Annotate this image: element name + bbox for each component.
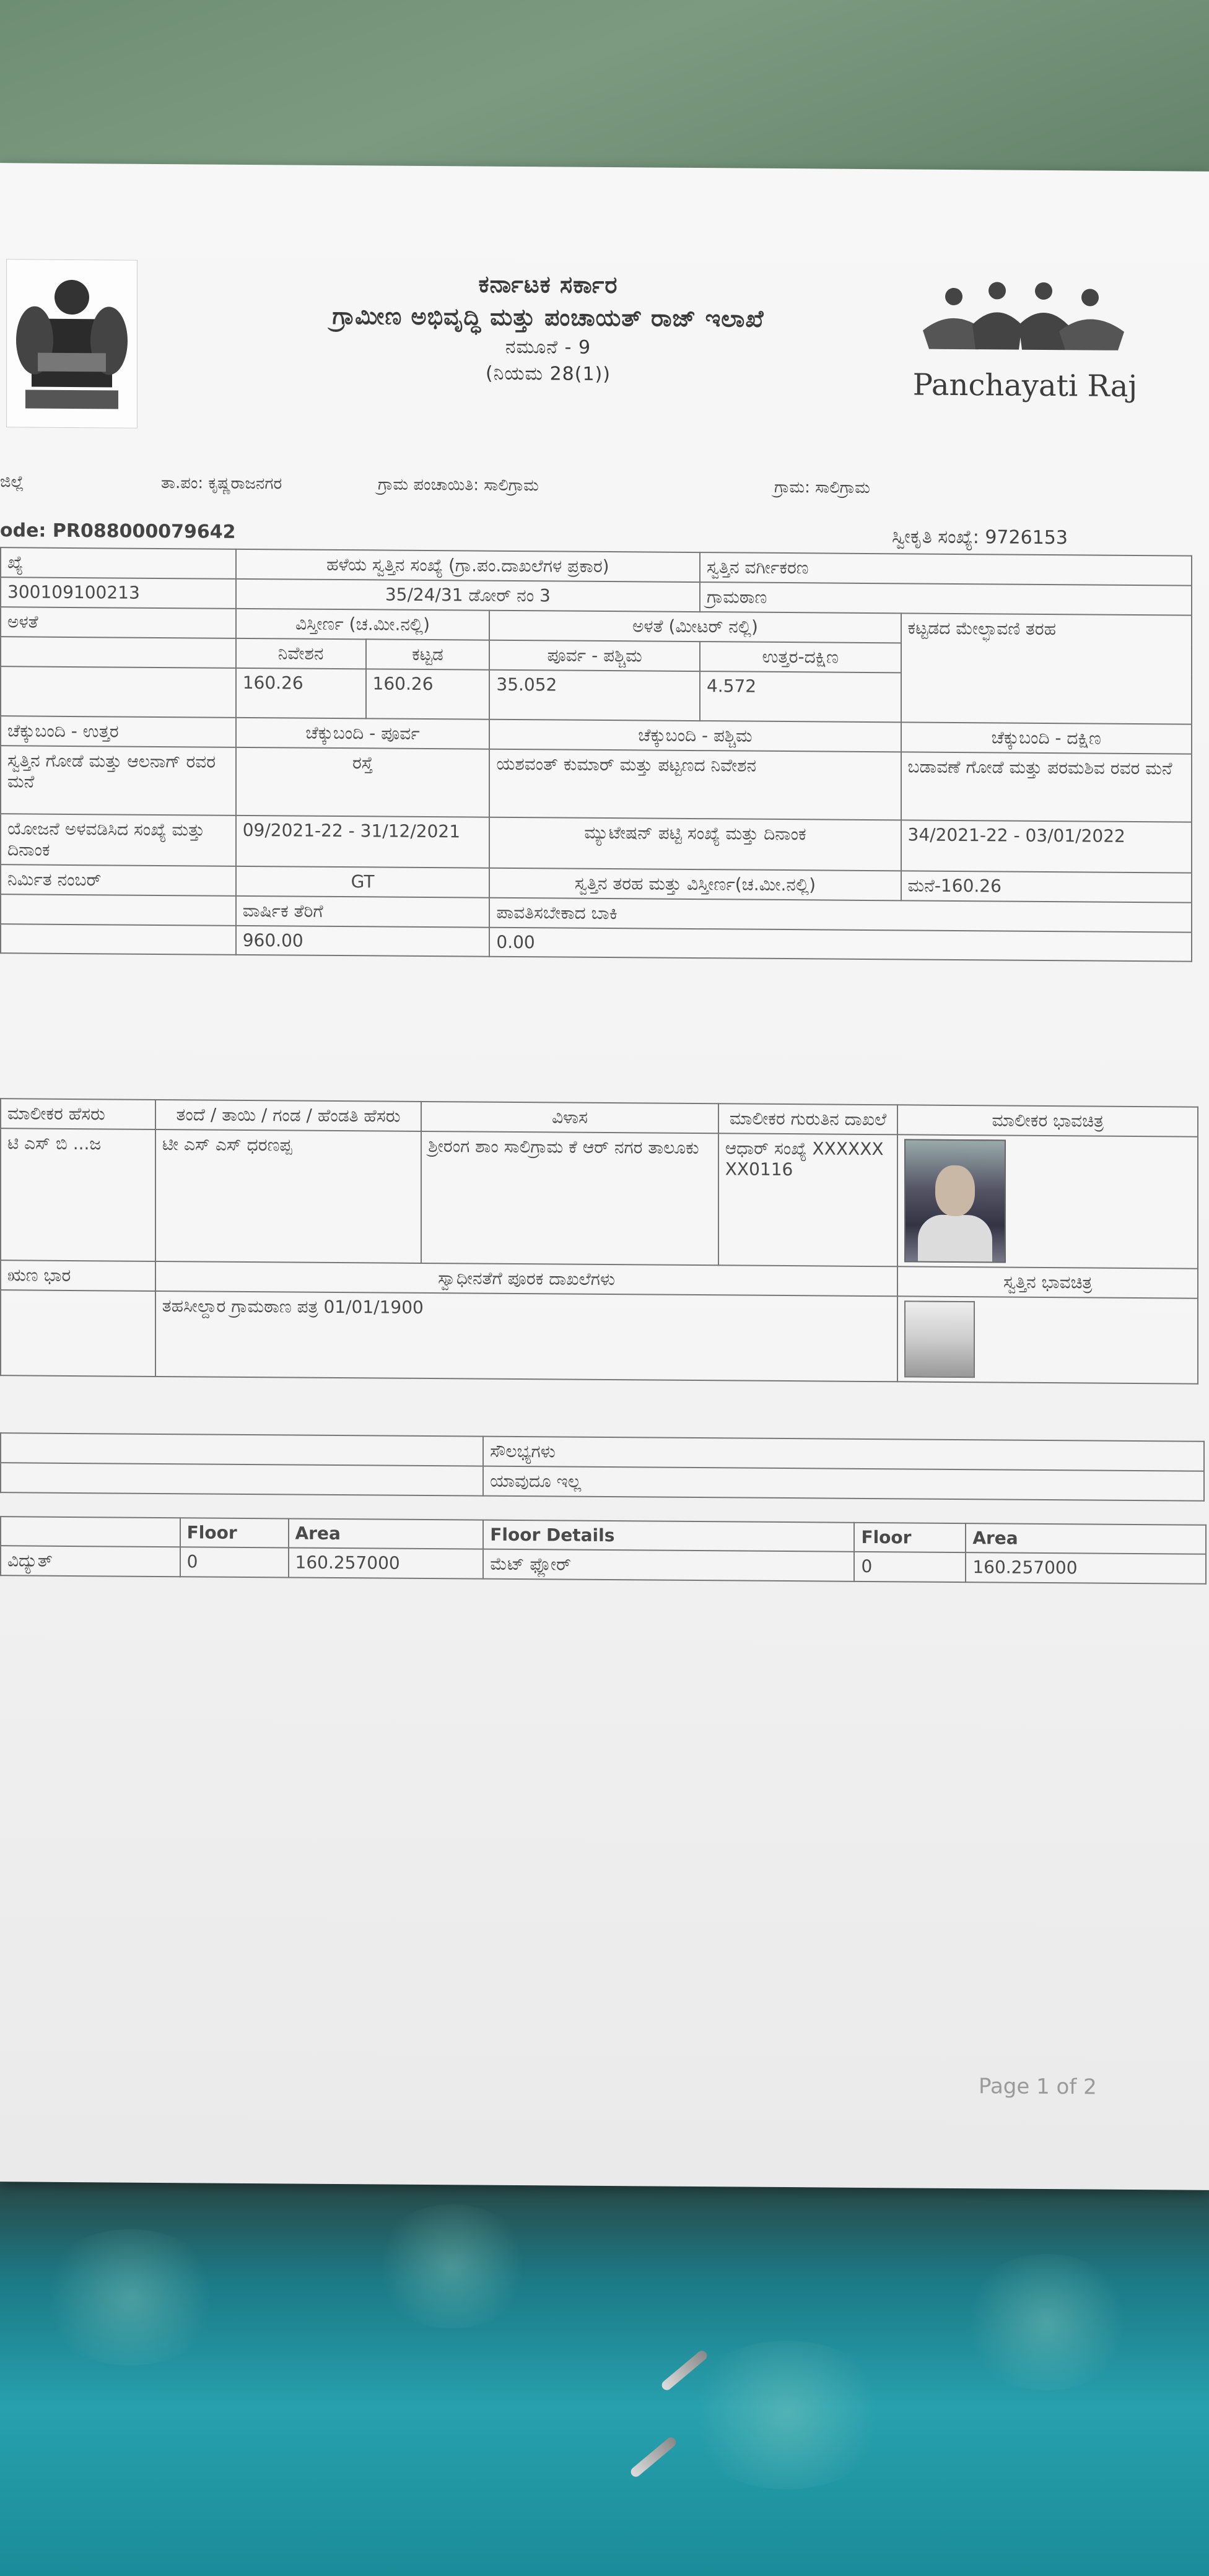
cell-facilities-header: ಸೌಲಭ್ಯಗಳು	[483, 1437, 1204, 1471]
property-details-table	[0, 547, 1192, 962]
cloth-pattern	[960, 2254, 1133, 2390]
cell-east-west-header: ಪೂರ್ವ - ಪಶ್ಚಿಮ	[489, 640, 700, 671]
cell-boundary-east: ರಸ್ತೆ	[236, 747, 490, 817]
cell-roof-type-header: ಕಟ್ಟಡದ ಮೇಲ್ಛಾವಣಿ ತರಹ	[901, 613, 1192, 724]
cloth-pattern	[37, 2229, 223, 2365]
village-label: ಗ್ರಾಮ: ಸಾಲಿಗ್ರಾಮ	[774, 477, 870, 497]
cell-property-photo	[897, 1296, 1198, 1383]
cell-north-south: 4.572	[700, 671, 901, 722]
karnataka-emblem-icon	[6, 259, 137, 428]
owner-photo	[904, 1139, 1006, 1263]
cell-address: ಶ್ರೀರಂಗ ಶಾಂ ಸಾಲಿಗ್ರಾಮ ಕೆ ಆರ್ ನಗರ ತಾಲೂಕು	[421, 1131, 718, 1265]
cell-site-area: 160.26	[236, 668, 366, 718]
header-line-government: ಕರ್ನಾಟಕ ಸರ್ಕಾರ	[478, 270, 618, 299]
cell-old-number-header: ಹಳೆಯ ಸ್ವತ್ತಿನ ಸಂಖ್ಯೆ (ಗ್ರಾ.ಪಂ.ದಾಖಲೆಗಳ ಪ್ರಕಾರ)	[236, 549, 700, 582]
cell-measure-header: ಅಳತೆ (ಮೀಟರ್ ನಲ್ಲಿ)	[489, 611, 901, 643]
cell-annual-tax-header: ವಾರ್ಷಿಕ ತೆರಿಗೆ	[236, 896, 490, 928]
logo-caption: Panchayati Raj	[912, 367, 1138, 404]
header-line-form: ನಮೂನೆ - 9	[505, 336, 591, 359]
table-row	[1, 814, 1192, 872]
cell-relative-header: ತಂದೆ / ತಾಯಿ / ಗಂಡ / ಹೆಂಡತಿ ಹೆಸರು	[155, 1100, 421, 1131]
cell-relative: ಟೀ ಎಸ್ ಎಸ್ ಧರಣಪ್ಪ	[155, 1129, 421, 1263]
property-photo	[904, 1300, 975, 1378]
header-line-rule: (ನಿಯಮ 28(1))	[486, 362, 611, 386]
document-paper	[0, 163, 1209, 2190]
cell-owner-photo-header: ಮಾಲೀಕರ ಭಾವಚಿತ್ರ	[897, 1105, 1198, 1136]
district-label: ಜಿಲ್ಲೆ	[0, 472, 24, 492]
panchayati-raj-logo	[910, 281, 1140, 406]
people-logo-icon	[910, 281, 1140, 369]
cloth-pattern	[372, 2204, 533, 2328]
owner-details-table	[0, 1098, 1198, 1385]
cell-building-area: 160.26	[366, 669, 490, 719]
cell-area-header: Area	[289, 1518, 484, 1549]
facilities-table	[0, 1432, 1205, 1502]
cell-address-header: ವಿಳಾಸ	[421, 1102, 718, 1133]
cell-mutation-value: 34/2021-22 - 03/01/2022	[901, 820, 1192, 872]
cell-facilities: ಯಾವುದೂ ಇಲ್ಲ	[483, 1466, 1204, 1501]
cell-property-id: 300109100213	[1, 577, 236, 609]
cell-property-photo-header: ಸ್ವತ್ತಿನ ಭಾವಚಿತ್ರ	[897, 1266, 1198, 1298]
floor-details-table	[0, 1516, 1207, 1585]
cell-floor-right: 0	[854, 1552, 966, 1582]
cell-id-doc-header: ಮಾಲೀಕರ ಗುರುತಿನ ದಾಖಲೆ	[718, 1103, 898, 1134]
gram-panchayat-label: ಗ್ರಾಮ ಪಂಚಾಯಿತಿ: ಸಾಲಿಗ್ರಾಮ	[378, 475, 539, 495]
cell-site-header: ನಿವೇಶನ	[236, 638, 366, 669]
cell-property-type-header: ಸ್ವತ್ತಿನ ತರಹ ಮತ್ತು ವಿಸ್ತೀರ್ಣ(ಚ.ಮೀ.ನಲ್ಲಿ)	[489, 868, 901, 901]
cell-owner-name-header: ಮಾಲೀಕರ ಹೆಸರು	[1, 1099, 155, 1129]
teal-cloth-background	[0, 2155, 1209, 2576]
cell-built-number-label: ನಿರ್ಮಿತ ನಂಬರ್	[1, 864, 236, 896]
cell-floor-details: ಮೆಟ್ ಫ್ಲೋರ್	[483, 1549, 854, 1582]
cell-north-south-header: ಉತ್ತರ-ದಕ್ಷಿಣ	[700, 642, 901, 672]
cell-scheme-value: 09/2021-22 - 31/12/2021	[236, 816, 490, 868]
cell-mutation-header: ಮ್ಯುಟೇಷನ್ ಪಟ್ಟಿ ಸಂಖ್ಯೆ ಮತ್ತು ದಿನಾಂಕ	[489, 817, 901, 871]
cell-area: 160.257000	[289, 1547, 484, 1578]
acknowledgement-number: ಸ್ವೀಕೃತಿ ಸಂಖ್ಯೆ: 9726153	[892, 526, 1068, 549]
cell-boundary-north-header: ಚೆಕ್ಕುಬಂದಿ - ಉತ್ತರ	[1, 716, 236, 747]
cell-encumbrance-header: ಋಣ ಭಾರ	[1, 1260, 155, 1291]
cell-east-west: 35.052	[489, 670, 700, 721]
cell-boundary-west: ಯಶವಂತ್ ಕುಮಾರ್ ಮತ್ತು ಪಟ್ಟಣದ ನಿವೇಶನ	[489, 749, 901, 820]
cell-balance-header: ಪಾವತಿಸಬೇಕಾದ ಬಾಕಿ	[489, 898, 1192, 933]
cell-documents: ತಹಸೀಲ್ದಾರ ಗ್ರಾಮಠಾಣ ಪತ್ರ 01/01/1900	[155, 1291, 898, 1382]
cell-built-number: GT	[236, 866, 490, 898]
cell-area-header: ವಿಸ್ತೀರ್ಣ (ಚ.ಮೀ.ನಲ್ಲಿ)	[236, 609, 490, 640]
cell-id-doc: ಆಧಾರ್ ಸಂಖ್ಯೆ XXXXXXXX0116	[718, 1133, 898, 1266]
cell-property-type: ಮನೆ-160.26	[901, 871, 1192, 902]
cell-building-header: ಕಟ್ಟಡ	[366, 639, 490, 669]
cell-floor-header: Floor	[180, 1518, 289, 1547]
cell-scheme-label: ಯೋಜನೆ ಅಳವಡಿಸಿದ ಸಂಖ್ಯೆ ಮತ್ತು ದಿನಾಂಕ	[1, 814, 236, 866]
cell-classification-header: ಸ್ವತ್ತಿನ ವರ್ಗೀಕರಣ	[700, 552, 1192, 586]
cell-documents-header: ಸ್ವಾಧೀನತೆಗೆ ಪೂರಕ ದಾಖಲೆಗಳು	[155, 1261, 898, 1296]
cell-floor-header-right: Floor	[854, 1523, 966, 1552]
taluk-label: ತಾ.ಪಂ: ಕೃಷ್ಣರಾಜನಗರ	[161, 474, 282, 494]
cell-classification: ಗ್ರಾಮಠಾಣ	[700, 582, 1192, 616]
table-row	[1, 746, 1192, 822]
document-header	[223, 264, 873, 392]
cell-utility: ವಿದ್ಯುತ್	[1, 1546, 180, 1577]
cell-label: ಅಳತೆ	[1, 607, 236, 638]
cell-label: ಖ್ಯೆ	[1, 547, 236, 579]
cell-boundary-east-header: ಚೆಕ್ಕುಬಂದಿ - ಪೂರ್ವ	[236, 718, 490, 749]
cell-annual-tax: 960.00	[236, 926, 490, 957]
cell-boundary-south-header: ಚೆಕ್ಕುಬಂದಿ - ದಕ್ಷಿಣ	[901, 722, 1192, 754]
cell-floor: 0	[180, 1547, 289, 1577]
location-info-line	[0, 472, 1209, 497]
cell-left-header-blank	[1, 1516, 180, 1547]
table-row	[1, 1290, 1198, 1383]
property-code: ode: PR088000079642	[0, 520, 236, 543]
cell-area-right: 160.257000	[966, 1552, 1206, 1584]
cell-balance: 0.00	[489, 928, 1192, 962]
safety-pin	[629, 2435, 678, 2479]
cell-floor-details-header: Floor Details	[483, 1520, 854, 1552]
cell-owner-photo	[897, 1134, 1198, 1268]
cell-area-header-right: Area	[966, 1523, 1206, 1554]
code-info-line	[0, 520, 1209, 549]
cell-boundary-north: ಸ್ವತ್ತಿನ ಗೋಡೆ ಮತ್ತು ಆಲನಾಗ್ ರವರ ಮನೆ	[1, 746, 236, 816]
cell-boundary-west-header: ಚೆಕ್ಕುಬಂದಿ - ಪಶ್ಚಿಮ	[489, 720, 901, 752]
cloth-pattern	[681, 2341, 892, 2489]
header-line-department: ಗ್ರಾಮೀಣ ಅಭಿವೃದ್ಧಿ ಮತ್ತು ಪಂಚಾಯತ್ ರಾಜ್ ಇಲಾಖೆ	[332, 302, 764, 333]
cell-owner-name: ಟಿ ಎಸ್ ಬಿ ...ಜ	[1, 1128, 155, 1261]
table-row	[1, 1128, 1198, 1268]
page-number: Page 1 of 2	[979, 2074, 1097, 2100]
cell-old-number: 35/24/31 ಡೋರ್ ನಂ 3	[236, 579, 700, 612]
cell-boundary-south: ಬಡಾವಣೆ ಗೋಡೆ ಮತ್ತು ಪರಮಶಿವ ರವರ ಮನೆ	[901, 752, 1192, 822]
